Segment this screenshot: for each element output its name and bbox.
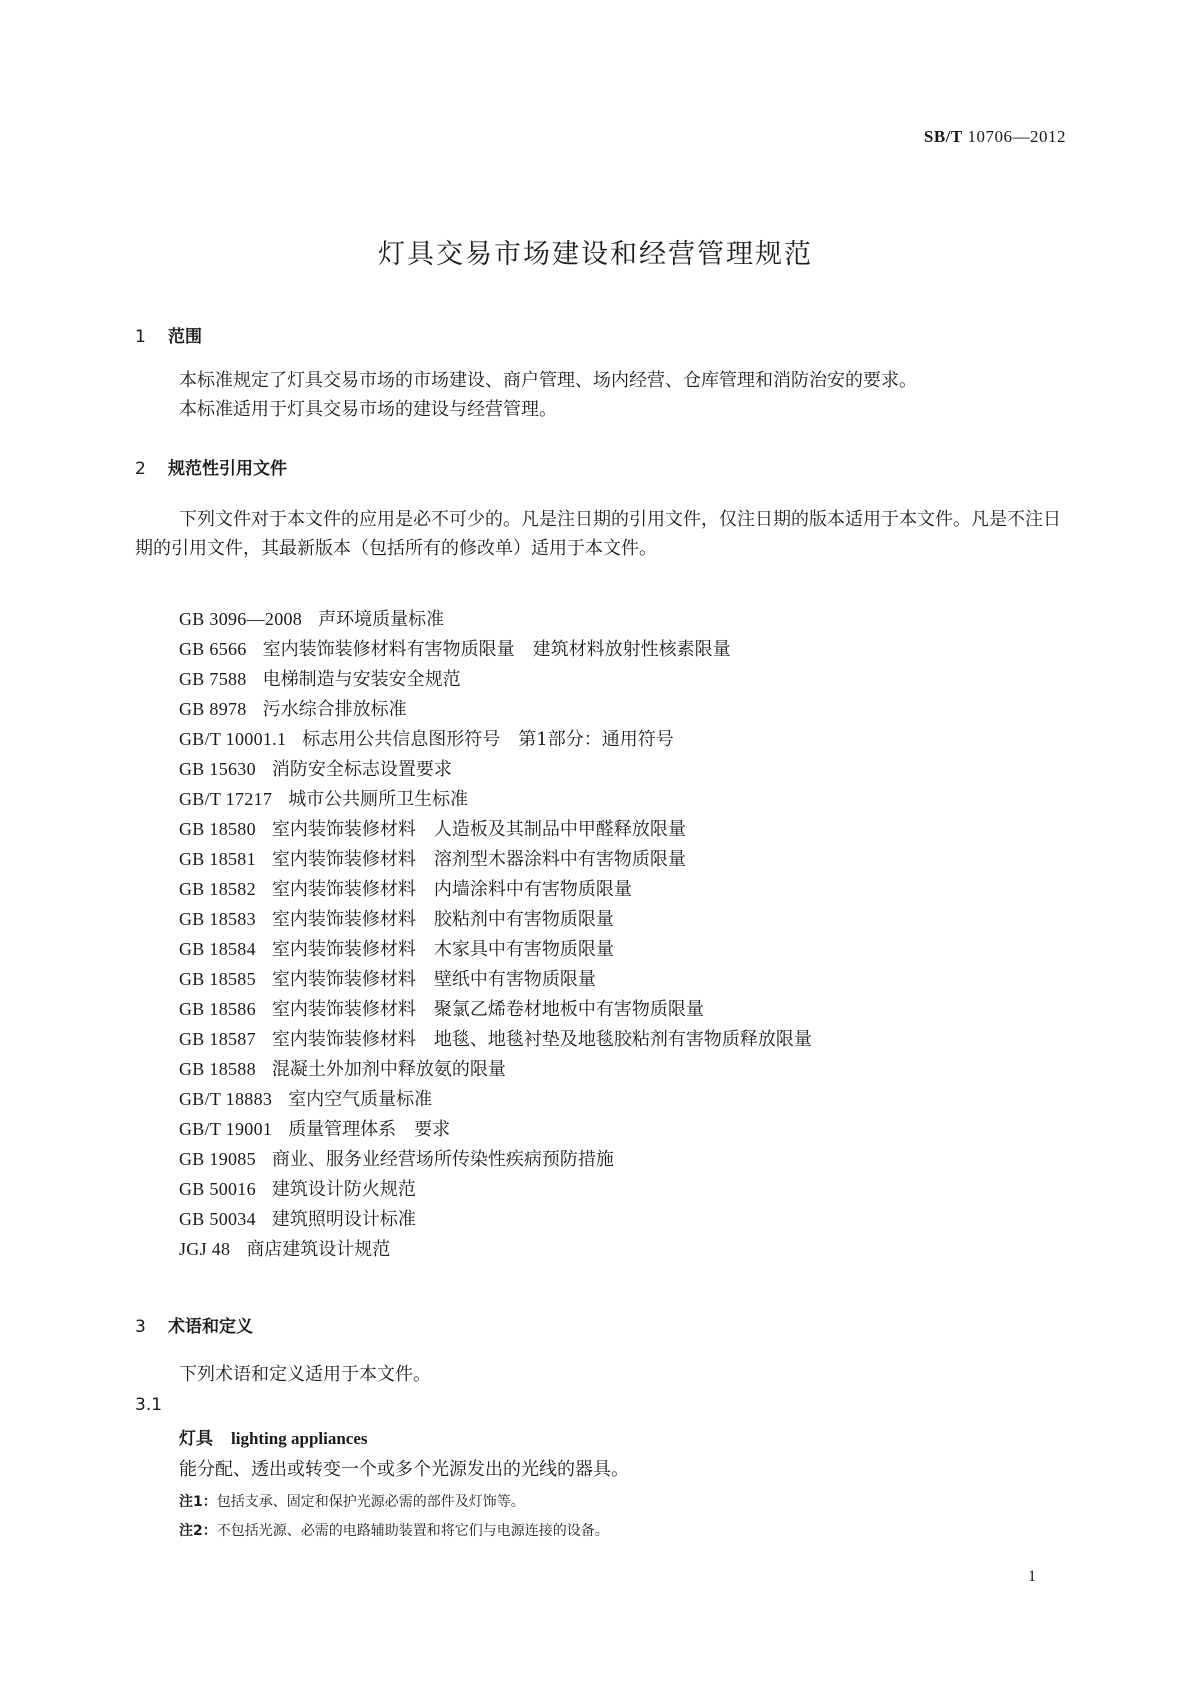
reference-title: 室内装饰装修材料 聚氯乙烯卷材地板中有害物质限量 [271,999,704,1020]
section-number: 3 [135,1317,146,1337]
reference-code: GB 18580 [179,819,256,839]
reference-title: 室内装饰装修材料 胶粘剂中有害物质限量 [271,909,614,930]
reference-item [179,724,812,754]
reference-code: GB 15630 [179,759,256,779]
reference-title: 商业、服务业经营场所传染性疾病预防措施 [271,1149,614,1170]
reference-code: GB 8978 [179,699,247,719]
reference-item [179,1054,812,1084]
reference-item [179,934,812,964]
reference-code: GB 18587 [179,1029,256,1049]
section-1-paragraph-2: 本标准适用于灯具交易市场的建设与经营管理。 [179,399,557,420]
note-text: 包括支承、固定和保护光源必需的部件及灯饰等。 [216,1494,525,1510]
reference-title: 室内装饰装修材料 壁纸中有害物质限量 [271,969,596,990]
section-number: 1 [135,327,146,347]
reference-title: 声环境质量标准 [318,609,445,630]
section-3-heading [135,1312,253,1337]
reference-item [179,964,812,994]
term-chinese: 灯具 [179,1429,213,1449]
reference-title: 室内空气质量标准 [288,1089,433,1110]
page-number: 1 [1028,1568,1036,1585]
reference-item [179,664,812,694]
reference-code: GB 18581 [179,849,256,869]
reference-code: JGJ 48 [179,1239,231,1259]
reference-item [179,1204,812,1234]
section-title: 范围 [168,327,202,347]
reference-code: GB 18586 [179,999,256,1019]
reference-item [179,1234,812,1264]
reference-code: GB 7588 [179,669,247,689]
reference-item [179,784,812,814]
reference-item [179,604,812,634]
reference-title: 城市公共厕所卫生标准 [288,789,469,810]
section-title: 术语和定义 [168,1317,253,1337]
reference-code: GB/T 19001 [179,1119,273,1139]
reference-code: GB 6566 [179,639,247,659]
standard-prefix: SB/T [923,127,963,146]
reference-code: GB/T 18883 [179,1089,273,1109]
section-3-intro: 下列术语和定义适用于本文件。 [179,1364,431,1385]
section-1-paragraph-1: 本标准规定了灯具交易市场的市场建设、商户管理、场内经营、仓库管理和消防治安的要求。 [179,370,917,391]
reference-list [179,604,812,1264]
reference-code: GB 18584 [179,939,256,959]
standard-number: 10706—2012 [967,127,1066,146]
reference-item [179,1144,812,1174]
note-text: 不包括光源、必需的电路辅助装置和将它们与电源连接的设备。 [216,1523,609,1539]
reference-item [179,1084,812,1114]
reference-code: GB 3096—2008 [179,609,303,629]
reference-title: 室内装饰装修材料 地毯、地毯衬垫及地毯胶粘剂有害物质释放限量 [271,1029,812,1050]
reference-code: GB 18583 [179,909,256,929]
reference-item [179,694,812,724]
reference-title: 商店建筑设计规范 [246,1239,391,1260]
clause-number: 3.1 [135,1395,163,1415]
reference-item [179,874,812,904]
note-label: 注1： [179,1494,217,1510]
term-english: lighting appliances [231,1429,368,1448]
section-number: 2 [135,459,146,479]
section-1-heading [135,322,202,347]
term-definition: 能分配、透出或转变一个或多个光源发出的光线的器具。 [179,1459,629,1480]
reference-code: GB 18585 [179,969,256,989]
reference-title: 室内装饰装修材料有害物质限量 建筑材料放射性核素限量 [262,639,731,660]
section-2-intro: 下列文件对于本文件的应用是必不可少的。凡是注日期的引用文件，仅注日期的版本适用于本文件。凡是不注日期的引用文件，其最新版本（包括所有的修改单）适用于本文件。 [135,509,1061,559]
document-title: 灯具交易市场建设和经营管理规范 [378,239,813,270]
standard-code [924,127,1066,147]
note-label: 注2： [179,1523,217,1539]
reference-title: 室内装饰装修材料 溶剂型木器涂料中有害物质限量 [271,849,686,870]
reference-item [179,634,812,664]
reference-item [179,844,812,874]
reference-title: 消防安全标志设置要求 [271,759,452,780]
reference-title: 建筑照明设计标准 [271,1209,416,1230]
reference-title: 室内装饰装修材料 人造板及其制品中甲醛释放限量 [271,819,686,840]
reference-code: GB/T 10001.1 [179,729,287,749]
reference-code: GB 19085 [179,1149,256,1169]
reference-item [179,1024,812,1054]
section-title: 规范性引用文件 [168,459,287,479]
reference-title: 室内装饰装修材料 木家具中有害物质限量 [271,939,614,960]
reference-code: GB 18588 [179,1059,256,1079]
reference-item [179,904,812,934]
reference-title: 混凝土外加剂中释放氨的限量 [271,1059,506,1080]
reference-title: 室内装饰装修材料 内墙涂料中有害物质限量 [271,879,632,900]
reference-title: 污水综合排放标准 [262,699,407,720]
reference-title: 质量管理体系 要求 [288,1119,451,1140]
reference-code: GB/T 17217 [179,789,273,809]
reference-item [179,754,812,784]
term-entry [179,1424,368,1449]
reference-item [179,1174,812,1204]
note-1 [179,1491,525,1511]
reference-code: GB 18582 [179,879,256,899]
reference-code: GB 50016 [179,1179,256,1199]
reference-item [179,994,812,1024]
reference-item [179,814,812,844]
reference-title: 电梯制造与安装安全规范 [262,669,461,690]
reference-title: 建筑设计防火规范 [271,1179,416,1200]
section-2-heading [135,454,287,479]
reference-code: GB 50034 [179,1209,256,1229]
reference-title: 标志用公共信息图形符号 第1部分：通用符号 [302,729,674,750]
reference-item [179,1114,812,1144]
note-2 [179,1520,609,1540]
